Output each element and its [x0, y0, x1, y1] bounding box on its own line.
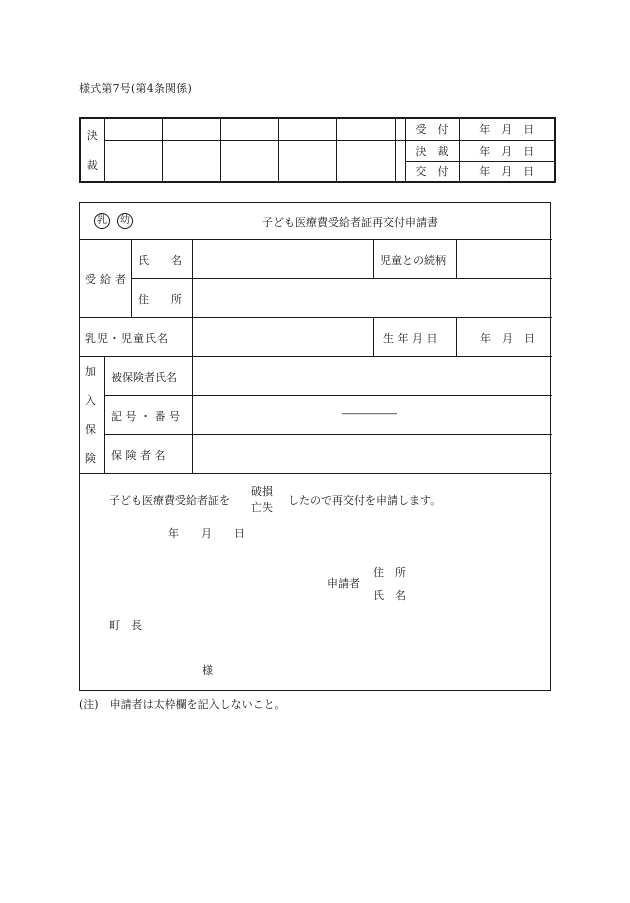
address-field[interactable] [193, 279, 551, 317]
decision-date[interactable]: 年 月 日 [459, 140, 555, 161]
child-mark [117, 213, 133, 229]
received-label: 受 付 [405, 118, 459, 140]
stamp-cell[interactable] [104, 118, 162, 140]
decision-label: 決 裁 [405, 140, 459, 161]
stamp-cell[interactable] [278, 140, 336, 182]
symbol-number-field[interactable]: ――――― [342, 407, 397, 420]
relation-field[interactable] [457, 240, 551, 278]
approval-table [79, 117, 556, 183]
issue-date[interactable]: 年 月 日 [459, 161, 555, 182]
applicant-address-label: 住 所 [373, 566, 406, 579]
application-form [79, 202, 551, 691]
recipient-label: 受給者 [85, 273, 130, 286]
symbol-number-label: 記 号 ・ 番 号 [111, 410, 180, 423]
received-date[interactable]: 年 月 日 [459, 118, 555, 140]
insured-name-field[interactable] [193, 357, 551, 395]
infant-mark [94, 213, 110, 229]
footnote: (注) 申請者は太枠欄を記入しないこと。 [79, 698, 286, 711]
insurance-char: 保 [85, 423, 96, 436]
approval-side-label: 決 裁 [80, 118, 104, 182]
stamp-cell[interactable] [162, 140, 220, 182]
insurance-char: 険 [85, 452, 96, 465]
stamp-cell[interactable] [220, 140, 278, 182]
form-code: 様式第7号(第4条関係) [79, 82, 192, 95]
stamp-cell[interactable] [104, 140, 162, 182]
option-lost[interactable]: 亡失 [251, 501, 273, 514]
honorific-label: 様 [202, 664, 213, 677]
name-label: 氏 名 [138, 254, 182, 267]
applicant-label: 申請者 [327, 577, 360, 590]
stamp-cell[interactable] [336, 118, 395, 140]
stamp-cell[interactable] [162, 118, 220, 140]
statement-prefix: 子ども医療費受給者証を [109, 494, 230, 507]
insurance-char: 加 [85, 365, 96, 378]
stamp-cell[interactable] [278, 118, 336, 140]
statement-suffix: したので再交付を申請します。 [288, 494, 442, 507]
address-label: 住 所 [138, 293, 182, 306]
child-name-label: 乳児・児童氏名 [85, 332, 169, 345]
option-damaged[interactable]: 破損 [251, 485, 273, 498]
insured-name-label: 被保険者氏名 [111, 371, 177, 384]
name-field[interactable] [193, 240, 373, 278]
stamp-cell[interactable] [220, 118, 278, 140]
insurer-field[interactable] [193, 435, 551, 473]
insurance-char: 入 [85, 394, 96, 407]
birth-date-field[interactable]: 年 月 日 [480, 332, 535, 345]
stamp-cell[interactable] [336, 140, 395, 182]
insurer-label: 保 険 者 名 [111, 449, 166, 462]
mayor-label: 町 長 [109, 619, 142, 632]
form-title: 子ども医療費受給者証再交付申請書 [262, 216, 438, 229]
child-circle-icon[interactable]: 幼 [117, 213, 133, 229]
child-name-field[interactable] [193, 318, 373, 356]
issue-label: 交 付 [405, 161, 459, 182]
birth-label: 生 年 月 日 [383, 332, 438, 345]
infant-circle-icon[interactable]: 乳 [94, 213, 110, 229]
relation-label: 児童との続柄 [380, 254, 446, 267]
applicant-name-label: 氏 名 [373, 589, 406, 602]
application-date[interactable]: 年 月 日 [168, 527, 245, 540]
